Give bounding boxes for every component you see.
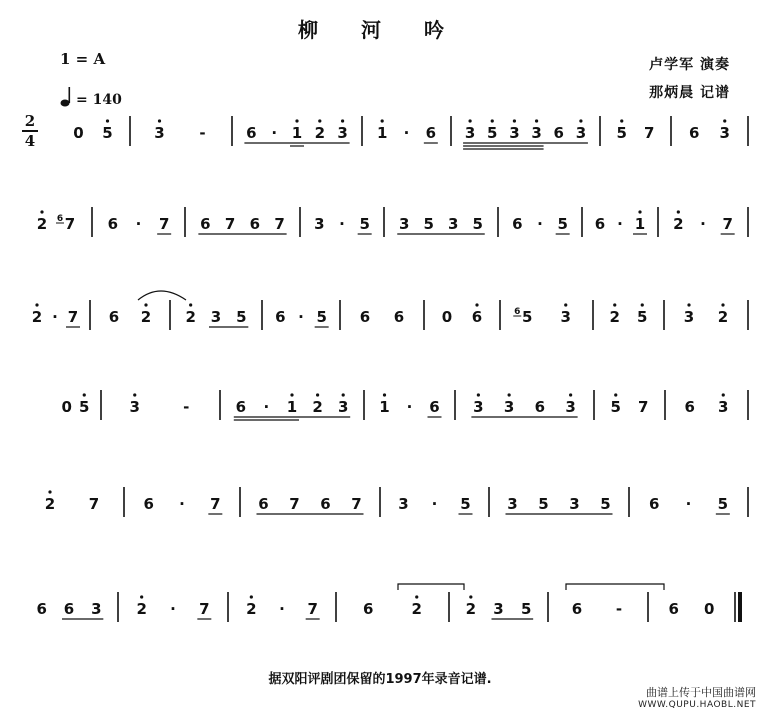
note: 3 [473,398,484,416]
note: · [170,600,176,618]
note: 6 [246,124,257,142]
note: 3 [719,124,730,142]
note: 2 [185,308,196,326]
note: 3 [399,215,410,233]
note: 3 [531,124,542,142]
note: 7 [210,495,221,513]
note: 0 [441,308,453,326]
note: 2 [465,600,477,618]
octave-dot [468,119,471,122]
note: 3 [507,495,518,513]
note: 3 [464,124,476,142]
octave-dot [475,303,478,306]
octave-dot [638,210,641,213]
note: 5 [557,215,568,233]
note: 5 [717,495,729,513]
note: 6 [235,398,247,416]
octave-dot [641,303,644,306]
octave-dot [721,303,724,306]
octave-dot [513,119,516,122]
grace-note: 6 [514,307,521,317]
note: · [431,495,438,513]
octave-dot [40,210,43,213]
note: 5 [637,308,648,326]
octave-dot [415,595,418,598]
note: 7 [722,215,733,233]
octave-dot [342,393,345,396]
note: 6 [684,398,695,416]
note: 6 [363,600,374,618]
octave-dot [133,393,136,396]
octave-dot [569,393,572,396]
note: 6 [36,600,47,618]
note: 5 [616,124,627,142]
song-title: 柳 河 吟 [298,18,462,42]
octave-dot [383,393,386,396]
source-footnote: 据双阳评剧团保留的1997年录音记谱. [268,672,492,687]
note: 3 [314,215,325,233]
note: 5 [522,308,533,326]
note: 7 [307,600,318,618]
note: 7 [351,495,362,513]
note: 2 [36,215,48,233]
grace-note: 6 [56,214,64,224]
note: · [298,308,304,326]
note: 6 [200,215,211,233]
note: - [615,600,623,618]
note: 7 [638,398,649,416]
note: 5 [359,215,370,233]
note: · [135,215,142,233]
octave-dot [469,595,472,598]
note: 6 [275,308,286,326]
site-watermark [638,686,756,712]
note: · [406,398,413,416]
note: 2 [717,308,729,326]
octave-dot [579,119,582,122]
octave-dot [564,303,567,306]
note: 0 [73,124,84,142]
note: 0 [61,398,72,416]
note: 6 [143,495,154,513]
note: 7 [88,495,100,513]
note: 1 [379,398,390,416]
note: 2 [44,495,56,513]
octave-dot [83,393,86,396]
note: 1 [291,124,303,142]
note: 3 [565,398,576,416]
note: 3 [503,398,515,416]
note: 3 [718,398,729,416]
octave-dot [491,119,494,122]
note: 2 [136,600,147,618]
note: 3 [337,398,349,416]
octave-dot [614,393,617,396]
time-signature-bottom: 4 [24,132,36,150]
note: · [685,495,692,513]
octave-dot [158,119,161,122]
note: 6 [393,308,405,326]
note: - [199,124,206,142]
note: 6 [108,308,120,326]
octave-dot [140,595,143,598]
note: · [537,215,543,233]
note: 2 [140,308,152,326]
key-signature: 1 = A [60,50,106,68]
note: 5 [600,495,611,513]
performer-credit: 卢学军 演奏 [649,57,730,73]
transcriber-credit: 那炳晨 记谱 [649,85,730,101]
note: 6 [359,308,371,326]
octave-dot [35,303,38,306]
note: · [617,215,623,233]
octave-dot [144,303,147,306]
note: 5 [538,495,549,513]
tie-bracket [398,584,464,590]
octave-dot [620,119,623,122]
note: 2 [246,600,257,618]
note: 5 [472,215,483,233]
octave-dot [189,303,192,306]
note: 6 [471,308,483,326]
note: 5 [423,215,434,233]
note: 5 [487,124,498,142]
note: · [279,600,285,618]
note: 5 [520,600,532,618]
note: 3 [91,600,102,618]
note: 5 [460,495,471,513]
note: 7 [64,215,76,233]
note: · [403,124,410,142]
octave-dot [316,393,319,396]
note: 1 [376,124,388,142]
note: 2 [312,398,323,416]
watermark-text: 曲谱上传于中国曲谱网 [646,686,756,699]
note: · [179,495,185,513]
note: 2 [31,308,43,326]
note: · [339,215,345,233]
note: 5 [102,124,113,142]
note: 3 [129,398,140,416]
octave-dot [318,119,321,122]
note: 2 [314,124,326,142]
note: 3 [683,308,695,326]
note: 6 [429,398,440,416]
note: 2 [673,215,684,233]
note: - [183,398,190,416]
note: 5 [236,308,247,326]
note: · [271,124,278,142]
note: 1 [634,215,646,233]
note: 7 [67,308,79,326]
note: 5 [316,308,327,326]
octave-dot [687,303,690,306]
note: · [700,215,706,233]
note: 3 [210,308,222,326]
note: 6 [63,600,75,618]
note: 7 [274,215,285,233]
octave-dot [381,119,384,122]
note: 7 [199,600,210,618]
tie-slur [138,291,186,300]
note: · [263,398,270,416]
note: 6 [668,600,679,618]
note: 1 [286,398,298,416]
octave-dot [613,303,616,306]
octave-dot [477,393,480,396]
note: 6 [320,495,331,513]
note: 6 [571,600,583,618]
octave-dot [250,595,253,598]
tempo-value: = 140 [76,92,122,108]
octave-dot [48,490,51,493]
note: 2 [411,600,422,618]
watermark-url: WWW.QUPU.HAOBL.NET [638,700,756,710]
note: 6 [425,124,437,142]
note: 3 [560,308,571,326]
octave-dot [341,119,344,122]
note: 6 [689,124,700,142]
note: 2 [609,308,620,326]
note: 3 [337,124,348,142]
note: 6 [534,398,546,416]
octave-dot [508,393,511,396]
note: 5 [610,398,621,416]
note: 3 [493,600,504,618]
octave-dot [295,119,298,122]
note: 3 [575,124,587,142]
note: 7 [224,215,236,233]
note: · [52,308,58,326]
note: 6 [512,215,523,233]
note: 0 [704,600,715,618]
note: 6 [553,124,564,142]
tie-bracket [566,584,664,590]
note: 6 [594,215,606,233]
note: 6 [249,215,261,233]
octave-dot [677,210,680,213]
note: 3 [398,495,409,513]
note: 3 [569,495,580,513]
octave-dot [723,119,726,122]
note: 3 [154,124,165,142]
note: 7 [158,215,170,233]
octave-dot [722,393,725,396]
octave-dot [535,119,538,122]
octave-dot [106,119,109,122]
note: 3 [509,124,520,142]
note: 6 [258,495,269,513]
note: 7 [644,124,655,142]
note: 3 [448,215,459,233]
note: 6 [648,495,660,513]
octave-dot [290,393,293,396]
note: 5 [79,398,90,416]
note: 6 [107,215,119,233]
time-signature-top: 2 [24,112,36,130]
note: 7 [289,495,300,513]
